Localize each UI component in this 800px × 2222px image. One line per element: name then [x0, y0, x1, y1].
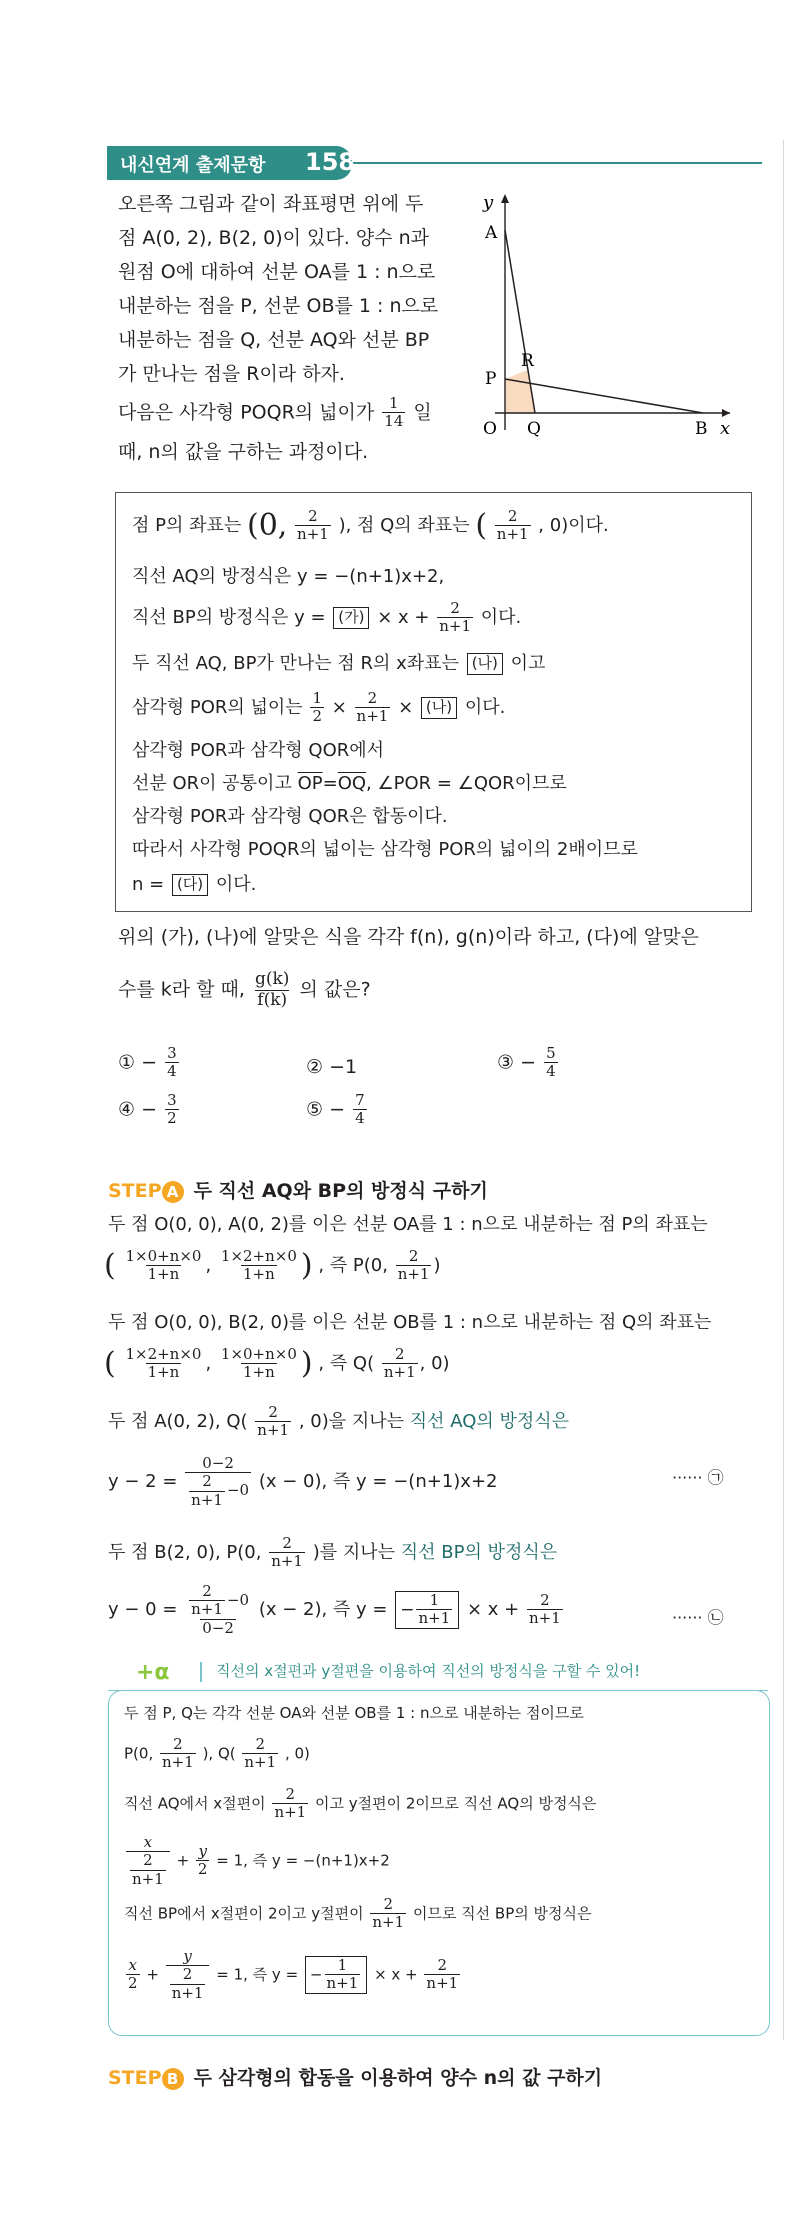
label-o: O — [483, 419, 497, 439]
numerator: y — [198, 1842, 207, 1861]
box-line-4 — [132, 653, 545, 675]
answer-box-slope — [395, 1591, 459, 1629]
denominator: 2 — [128, 1974, 138, 1993]
text: = 1, 즉 y = −(n+1)x+2 — [216, 1851, 390, 1870]
fraction — [196, 1843, 210, 1879]
text: 직선 BP의 방정식은 y = — [132, 606, 326, 628]
text: , ∠POR = ∠QOR이므로 — [366, 773, 567, 794]
text: 수를 k라 할 때, — [118, 978, 245, 1001]
label-a: A — [485, 223, 498, 243]
denominator: n+1 — [496, 525, 529, 544]
text: × — [398, 696, 414, 718]
text: (x − 0), 즉 y = −(n+1)x+2 — [258, 1470, 498, 1492]
text: = 1, 즉 y = — [216, 1965, 299, 1984]
tip-line-3 — [124, 1786, 596, 1822]
denominator: 4 — [167, 1062, 177, 1081]
text: 이고 — [510, 652, 546, 674]
answer-box-slope — [305, 1956, 367, 1994]
tip-title: 직선의 x절편과 y절편을 이용하여 직선의 방정식을 구할 수 있어! — [216, 1662, 641, 1680]
text: 이고 y절편이 2이므로 직선 AQ의 방정식은 — [315, 1794, 597, 1813]
text: = — [322, 773, 338, 794]
numerator: 2 — [143, 1851, 153, 1870]
problem-line-4: 내분하는 점을 P, 선분 OB를 1 : n으로 — [118, 295, 439, 317]
fraction — [170, 1966, 206, 2002]
fraction — [219, 1248, 299, 1284]
step-a-line-7 — [108, 1535, 557, 1571]
denominator: n+1 — [191, 1490, 223, 1509]
choice-4[interactable] — [118, 1092, 181, 1128]
text: − — [141, 1051, 158, 1074]
denominator — [185, 1472, 251, 1509]
tip-divider — [200, 1662, 202, 1682]
complex-fraction — [126, 1834, 170, 1888]
problem-line-6: 가 만나는 점을 R이라 하자. — [118, 363, 345, 385]
fraction — [160, 1736, 196, 1772]
numerator: 2 — [268, 1403, 278, 1421]
denominator: 14 — [384, 412, 404, 431]
fraction — [424, 1957, 460, 1993]
text: 다음은 사각형 POQR의 넓이가 — [118, 401, 375, 424]
question-line-2 — [118, 970, 371, 1010]
text: 이다. — [215, 873, 257, 895]
text: , 0)을 지나는 — [298, 1410, 405, 1432]
numerator: 2 — [450, 599, 460, 617]
choice-5[interactable] — [306, 1092, 369, 1128]
numerator: 5 — [546, 1044, 556, 1062]
denominator: n+1 — [162, 1753, 194, 1772]
step-b-heading — [108, 2063, 602, 2090]
text: 삼각형 POR의 넓이는 — [132, 696, 303, 718]
numerator: 2 — [173, 1735, 183, 1753]
denominator: n+1 — [372, 1913, 405, 1932]
numerator: 1×2+n×0 — [125, 1345, 202, 1363]
quadrilateral-poqr — [505, 370, 535, 413]
numerator: 1×2+n×0 — [220, 1247, 297, 1265]
text: 이다. — [464, 696, 506, 718]
problem-line-7 — [118, 395, 432, 431]
fraction — [495, 508, 531, 544]
text: ( — [475, 507, 488, 543]
fraction — [255, 1404, 291, 1440]
numerator: 3 — [167, 1091, 177, 1109]
tip-line-1: 두 점 P, Q는 각각 선분 OA와 선분 OB를 1 : n으로 내분하는 점이므로 — [124, 1704, 584, 1722]
step-a-line-1: 두 점 O(0, 0), A(0, 2)를 이은 선분 OA를 1 : n으로 내분하는 점 P의 좌표는 — [108, 1214, 708, 1235]
text: −1 — [329, 1056, 358, 1078]
text: 의 값은? — [299, 978, 371, 1001]
denominator — [126, 1851, 170, 1888]
text: (0, — [246, 507, 288, 543]
choice-mark: ④ — [118, 1098, 136, 1121]
denominator: n+1 — [132, 1869, 164, 1888]
step-a-line-5 — [108, 1404, 569, 1440]
fraction — [370, 1896, 406, 1932]
text: y − 0 = — [108, 1598, 178, 1620]
text: 선분 OR이 공통이고 — [132, 773, 292, 794]
denominator: n+1 — [529, 1609, 561, 1628]
tip-line-4 — [124, 1834, 390, 1888]
numerator: x — [128, 1956, 137, 1975]
choice-mark: ⑤ — [306, 1098, 324, 1121]
fraction — [416, 1592, 452, 1628]
fraction-half — [310, 690, 324, 726]
denominator: n+1 — [257, 1421, 290, 1440]
problem-line-5: 내분하는 점을 Q, 선분 AQ와 선분 BP — [118, 329, 430, 351]
fraction — [123, 1346, 203, 1382]
blank-da: (다) — [172, 874, 208, 896]
denominator: n+1 — [271, 1552, 303, 1571]
segment-oq: $\overline{OQ}$ — [337, 773, 367, 794]
numerator: 2 — [202, 1472, 212, 1491]
fraction — [272, 1786, 308, 1822]
page-margin-rule — [783, 140, 784, 2040]
step-letter-badge: A — [162, 1181, 184, 1203]
numerator: 3 — [167, 1044, 177, 1062]
denominator: 0−2 — [202, 1618, 234, 1637]
numerator: 2 — [540, 1591, 550, 1610]
fraction-gk-fk — [253, 970, 291, 1010]
tip-line-5 — [124, 1896, 591, 1932]
complex-fraction — [185, 1583, 251, 1637]
text: 일 — [413, 401, 432, 424]
denominator: n+1 — [439, 617, 471, 636]
coordinate-figure — [455, 190, 755, 480]
numerator: 2 — [507, 507, 518, 525]
box-line-1 — [132, 508, 609, 544]
text: ) — [300, 1345, 313, 1381]
denominator: n+1 — [356, 707, 389, 726]
text: P(0, — [124, 1744, 154, 1763]
text: 이므로 직선 BP의 방정식은 — [412, 1904, 592, 1923]
numerator: 0−2 — [202, 1454, 234, 1472]
choice-mark: ① — [118, 1051, 136, 1074]
numerator: 1×0+n×0 — [220, 1345, 297, 1363]
numerator: 2 — [394, 1345, 405, 1363]
denominator: n+1 — [297, 525, 329, 544]
fraction — [396, 1248, 432, 1284]
denominator: n+1 — [274, 1803, 307, 1822]
fraction — [544, 1045, 558, 1081]
text: 점 P의 좌표는 — [132, 514, 242, 536]
text: , 즉 Q( — [318, 1352, 375, 1374]
box-line-7 — [132, 775, 567, 793]
box-line-2: 직선 AQ의 방정식은 y = −(n+1)x+2, — [132, 566, 445, 587]
numerator: 7 — [355, 1091, 365, 1109]
step-a-line-3: 두 점 O(0, 0), B(2, 0)를 이은 선분 OB를 1 : n으로 내분하는 점 Q의 좌표는 — [108, 1312, 712, 1333]
fraction — [295, 508, 331, 544]
denominator: n+1 — [418, 1609, 451, 1628]
blank-na: (나) — [421, 697, 457, 719]
numerator — [185, 1583, 251, 1619]
label-y: y — [483, 192, 494, 213]
problem-line-1: 오른쪽 그림과 같이 좌표평면 위에 두 — [118, 193, 424, 215]
text: y − 2 = — [108, 1470, 178, 1492]
plus-alpha-tag: +α — [136, 1660, 170, 1685]
numerator: 1 — [429, 1591, 440, 1610]
label-r: R — [521, 351, 534, 371]
denominator: f(k) — [257, 989, 288, 1010]
header-line — [350, 162, 762, 164]
tip-line-6 — [124, 1948, 462, 2002]
numerator: 2 — [408, 1247, 419, 1265]
text: + — [146, 1965, 159, 1984]
step-a-line-6 — [108, 1455, 497, 1509]
fraction — [527, 1592, 563, 1628]
fraction — [189, 1473, 225, 1509]
box-line-10 — [132, 874, 256, 896]
denominator: n+1 — [397, 1265, 430, 1284]
complex-fraction — [166, 1948, 210, 2002]
choice-mark: ② — [306, 1056, 324, 1078]
text: + — [176, 1851, 190, 1870]
text: (x − 2), 즉 y = — [258, 1598, 388, 1620]
denominator: 4 — [355, 1109, 365, 1128]
step-a-line-8 — [108, 1583, 565, 1637]
fraction — [130, 1852, 166, 1888]
fraction — [165, 1092, 179, 1128]
box-line-3 — [132, 600, 521, 636]
fraction — [123, 1248, 203, 1284]
choice-mark: ③ — [497, 1051, 515, 1074]
complex-fraction — [185, 1455, 251, 1509]
text: ( — [104, 1345, 116, 1381]
text: ) — [433, 1254, 441, 1276]
highlight-text: 직선 AQ의 방정식은 — [409, 1410, 570, 1432]
denominator: n+1 — [191, 1600, 223, 1619]
text: n = — [132, 873, 165, 895]
numerator: 2 — [367, 689, 378, 707]
tip-line-2 — [124, 1736, 310, 1772]
text: , 0)이다. — [538, 514, 609, 536]
step-a-line-2: ( $\frac{1\times 0+n\times 0}{1+n}$ , $\frac{1\times 2+n\times 0}{1+n}$ ) , 즉 P(0, $\frac{2}{n+1}$ ) — [104, 1247, 441, 1284]
numerator: 2 — [255, 1735, 266, 1753]
text: 두 점 B(2, 0), P(0, — [108, 1541, 262, 1563]
denominator: 1+n — [243, 1265, 275, 1284]
choice-3[interactable] — [497, 1045, 560, 1081]
y-arrow — [501, 194, 509, 203]
numerator: y — [183, 1947, 192, 1965]
text: ), 점 Q의 좌표는 — [338, 514, 470, 536]
denominator: 1+n — [147, 1363, 180, 1382]
label-x: x — [720, 418, 731, 439]
text: − — [520, 1051, 537, 1074]
denominator: 4 — [546, 1062, 556, 1081]
box-line-5 — [132, 690, 505, 726]
denominator: 2 — [167, 1109, 177, 1128]
numerator: 1×0+n×0 — [125, 1247, 202, 1265]
text: × x + — [467, 1598, 520, 1620]
step-title: 두 삼각형의 합동을 이용하여 양수 n의 값 구하기 — [193, 2067, 603, 2089]
numerator: 1 — [337, 1956, 348, 1975]
blank-na: (나) — [467, 653, 503, 675]
problem-number: 158 — [305, 148, 356, 176]
text: ), Q( — [202, 1744, 236, 1763]
step-title: 두 직선 AQ와 BP의 방정식 구하기 — [193, 1180, 488, 1202]
text: ) — [300, 1247, 313, 1283]
text: , 0) — [419, 1352, 450, 1374]
fraction — [242, 1736, 278, 1772]
denominator: 2 — [312, 707, 322, 726]
text: × x + — [374, 1965, 418, 1984]
fraction — [219, 1346, 299, 1382]
blank-ga: (가) — [333, 607, 369, 629]
label-b: B — [695, 419, 708, 439]
fraction-1-14 — [382, 395, 405, 431]
choice-2[interactable] — [306, 1058, 357, 1077]
step-a-line-4: ( $\frac{1\times 2+n\times 0}{1+n}$ , $\frac{1\times 0+n\times 0}{1+n}$ ) , 즉 Q( $\frac{2}{n+1}$ , 0) — [104, 1345, 450, 1382]
numerator: 2 — [383, 1895, 394, 1913]
equation-tag-1: ······ ㉠ — [672, 1468, 724, 1487]
choice-1[interactable] — [118, 1045, 181, 1081]
numerator: 2 — [437, 1956, 448, 1975]
text: )를 지나는 — [312, 1541, 396, 1563]
numerator: 2 — [308, 507, 318, 525]
text: 두 직선 AQ, BP가 만나는 점 R의 x좌표는 — [132, 652, 459, 674]
label-p: P — [485, 369, 497, 389]
segment-op: $\overline{OP}$ — [297, 773, 323, 794]
text: ( — [104, 1247, 116, 1283]
problem-line-8: 때, n의 값을 구하는 과정이다. — [118, 441, 369, 463]
label-q: Q — [527, 419, 541, 439]
text: − — [309, 1965, 323, 1984]
text: −0 — [226, 1590, 250, 1609]
box-line-9: 따라서 사각형 POQR의 넓이는 삼각형 POR의 넓이의 2배이므로 — [132, 839, 638, 860]
numerator: x — [143, 1833, 153, 1851]
fraction — [437, 600, 473, 636]
equation-tag-2: ······ ㉡ — [672, 1608, 724, 1627]
highlight-text: 직선 BP의 방정식은 — [400, 1541, 558, 1563]
fraction — [353, 1092, 367, 1128]
box-line-6: 삼각형 POR과 삼각형 QOR에서 — [132, 740, 385, 761]
text: 두 점 A(0, 2), Q( — [108, 1410, 248, 1432]
denominator: 1+n — [243, 1363, 275, 1382]
fraction — [355, 690, 391, 726]
text: −0 — [226, 1481, 250, 1499]
problem-line-2: 점 A(0, 2), B(2, 0)이 있다. 양수 n과 — [118, 227, 429, 249]
fraction — [382, 1346, 418, 1382]
text: × — [331, 696, 347, 718]
text: 직선 AQ에서 x절편이 — [124, 1794, 266, 1813]
header-label: 내신연계 출제문항 — [120, 155, 266, 176]
fraction — [189, 1583, 225, 1619]
denominator: n+1 — [326, 1974, 359, 1993]
fraction — [325, 1957, 361, 1993]
step-label: STEP — [108, 1180, 162, 1202]
text: , 즉 P(0, — [318, 1254, 388, 1276]
step-a-heading — [108, 1176, 488, 1203]
denominator: n+1 — [426, 1974, 459, 1993]
text: , 0) — [284, 1744, 310, 1763]
denominator: 2 — [197, 1860, 208, 1879]
step-letter-badge: B — [162, 2068, 184, 2090]
x-arrow — [722, 409, 730, 417]
question-line-1: 위의 (가), (나)에 알맞은 식을 각각 f(n), g(n)이라 하고, (다)에 알맞은 — [118, 926, 699, 948]
denominator: n+1 — [244, 1753, 277, 1772]
numerator: 2 — [282, 1534, 292, 1552]
step-label: STEP — [108, 2067, 162, 2089]
text: − — [141, 1098, 158, 1121]
numerator: 1 — [389, 394, 399, 412]
denominator: n+1 — [171, 1983, 204, 2002]
box-line-8: 삼각형 POR과 삼각형 QOR은 합동이다. — [132, 806, 448, 827]
text: − — [400, 1599, 415, 1620]
numerator: 1 — [312, 689, 322, 707]
denominator: 1+n — [147, 1265, 180, 1284]
denominator — [166, 1965, 210, 2002]
numerator: 2 — [202, 1582, 212, 1600]
text: 이다. — [480, 606, 522, 628]
numerator: g(k) — [254, 969, 290, 989]
problem-line-3: 원점 O에 대하여 선분 OA를 1 : n으로 — [118, 261, 436, 283]
text: 직선 BP에서 x절편이 2이고 y절편이 — [124, 1904, 364, 1923]
numerator: 2 — [285, 1785, 296, 1803]
numerator: 2 — [182, 1965, 193, 1984]
fraction — [165, 1045, 179, 1081]
text: × x + — [377, 606, 430, 628]
fraction — [269, 1535, 305, 1571]
text: − — [329, 1098, 346, 1121]
fraction — [126, 1957, 140, 1993]
denominator: n+1 — [383, 1363, 416, 1382]
